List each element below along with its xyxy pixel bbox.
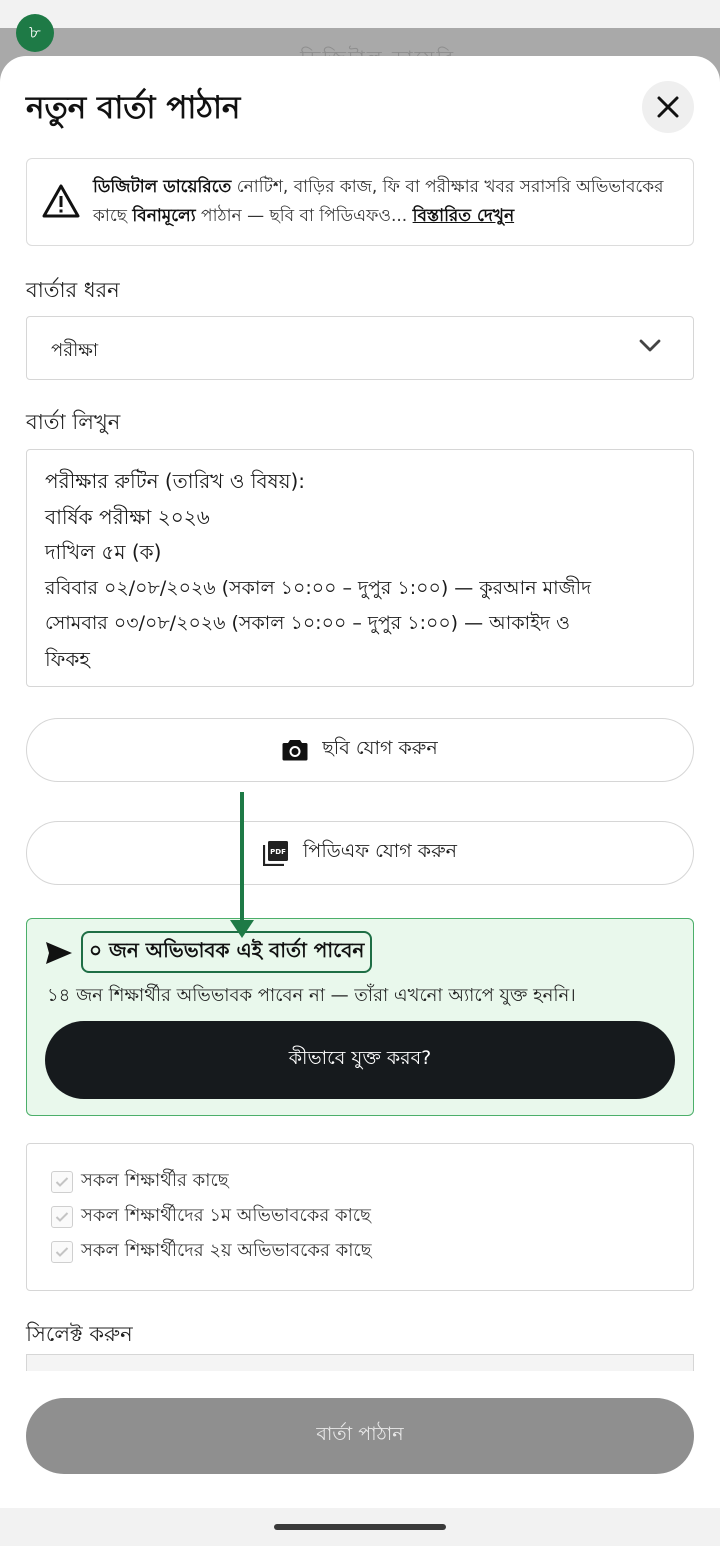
status-bar — [0, 0, 720, 28]
camera-icon — [282, 739, 308, 761]
add-photo-button[interactable] — [26, 718, 694, 782]
home-handle[interactable] — [274, 1524, 446, 1530]
recipients-card — [26, 918, 694, 1116]
add-pdf-button[interactable] — [26, 821, 694, 885]
audience-first-guardian[interactable] — [27, 1199, 693, 1234]
warning-icon — [41, 183, 81, 219]
details-link[interactable]: বিস্তারিত দেখুন — [412, 206, 515, 226]
checkbox-checked-icon[interactable] — [51, 1171, 73, 1193]
message-type-label: বার্তার ধরন — [26, 278, 120, 302]
annotation-arrow — [228, 790, 256, 940]
message-type-value: পরীক্ষা — [51, 340, 99, 361]
message-line: বার্ষিক পরীক্ষা ২০২৬ — [45, 504, 210, 529]
message-line: দাখিল ৫ম (ক) — [45, 540, 162, 564]
send-message-button[interactable]: বার্তা পাঠান — [26, 1398, 694, 1474]
check-label: সকল শিক্ষার্থীদের ২য় অভিভাবকের কাছে — [81, 1240, 372, 1261]
chevron-down-icon — [639, 339, 661, 353]
audience-all-students[interactable] — [27, 1164, 693, 1199]
add-pdf-label: পিডিএফ যোগ করুন — [303, 840, 457, 862]
navigation-bar — [0, 1508, 720, 1546]
pdf-icon — [263, 840, 289, 866]
bottom-action-bar — [0, 1371, 720, 1508]
info-bold-mid: বিনামূল্যে — [132, 206, 196, 226]
check-label: সকল শিক্ষার্থীদের ১ম অভিভাবকের কাছে — [81, 1205, 371, 1226]
how-to-connect-button[interactable]: কীভাবে যুক্ত করব? — [45, 1021, 675, 1099]
check-label: সকল শিক্ষার্থীর কাছে — [81, 1170, 229, 1191]
message-line: ফিকহ — [45, 646, 90, 671]
recipient-count: ০ জন অভিভাবক এই বার্তা পাবেন — [81, 931, 372, 973]
message-textarea[interactable] — [26, 449, 694, 687]
info-bold-lead: ডিজিটাল ডায়েরিতে — [93, 177, 232, 197]
audience-options — [26, 1143, 694, 1291]
info-banner — [26, 158, 694, 246]
recipient-note: ১৪ জন শিক্ষার্থীর অভিভাবক পাবেন না — তাঁরা এখনো অ্যাপে যুক্ত হননি। — [47, 985, 576, 1006]
checkbox-checked-icon[interactable] — [51, 1206, 73, 1228]
message-line: রবিবার ০২/০৮/২০২৬ (সকাল ১০:০০ – দুপুর ১:০০) — কুরআন মাজীদ — [45, 576, 592, 599]
select-label: সিলেক্ট করুন — [26, 1322, 133, 1346]
message-line: সোমবার ০৩/০৮/২০২৬ (সকাল ১০:০০ – দুপুর ১:০০) — আকাইদ ও — [45, 612, 571, 634]
audience-second-guardian[interactable] — [27, 1234, 693, 1269]
info-text — [93, 173, 685, 231]
message-label: বার্তা লিখুন — [26, 410, 121, 434]
checkbox-checked-icon[interactable] — [51, 1241, 73, 1263]
message-line: পরীক্ষার রুটিন (তারিখ ও বিষয়): — [45, 469, 306, 493]
info-text-a: নোটিশ, বাড়ির কাজ, ফি বা পরীক্ষার খবর সরাসরি অভিভাবকের কাছে — [93, 177, 664, 226]
close-icon — [655, 94, 681, 120]
message-type-select[interactable] — [26, 316, 694, 380]
close-button[interactable] — [642, 81, 694, 133]
add-photo-label: ছবি যোগ করুন — [322, 737, 438, 759]
info-text-b: পাঠান — ছবি বা পিডিএফও... — [195, 206, 413, 226]
send-icon — [45, 941, 73, 965]
svg-text:PDF: PDF — [270, 848, 286, 856]
sheet-title: নতুন বার্তা পাঠান — [26, 90, 241, 126]
step-badge: ৮ — [16, 14, 54, 52]
compose-sheet — [0, 56, 720, 1508]
